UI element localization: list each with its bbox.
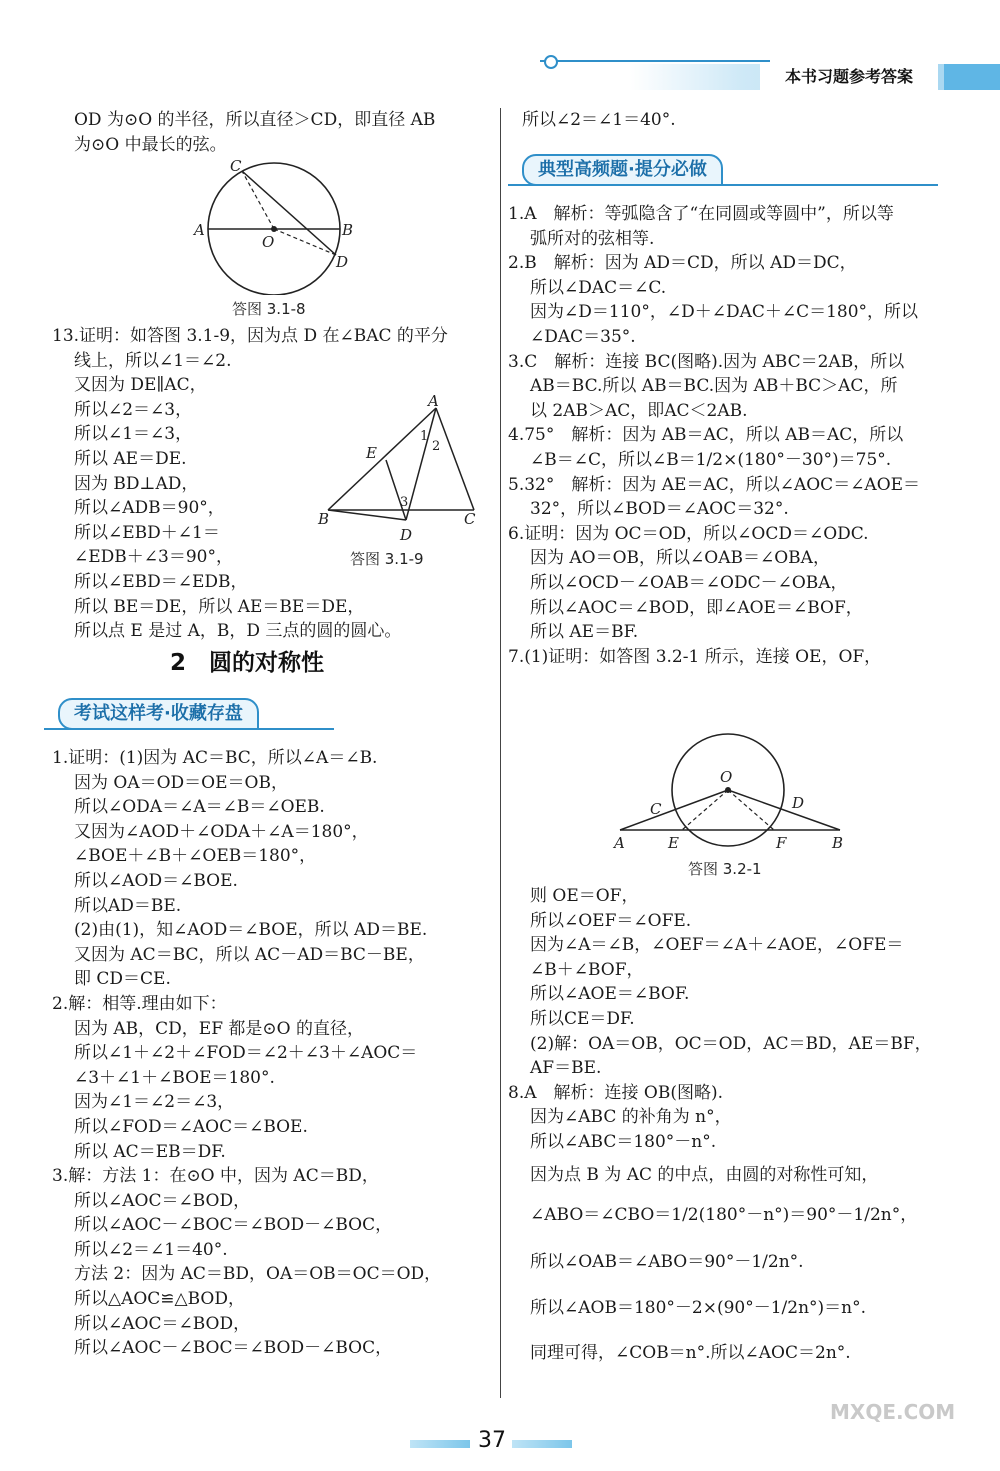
- banner-right-label: 典型高频题·提分必做: [522, 154, 723, 186]
- text-line: 所以∠OCD－∠OAB＝∠ODC－∠OBA，: [530, 572, 848, 593]
- text-line: AF＝BE.: [530, 1058, 602, 1079]
- text-line: 因为∠1＝∠2＝∠3，: [74, 1092, 235, 1113]
- text-line: 为⊙O 中最长的弦。: [74, 134, 227, 155]
- text-line: 以 2AB＞AC，即AC＜2AB.: [530, 400, 748, 421]
- text-line: 则 OE＝OF，: [530, 886, 639, 906]
- text-line: 所以∠OEF＝∠OFE.: [530, 910, 692, 931]
- text-line: 1.证明：(1)因为 AC＝BC，所以∠A＝∠B.: [52, 748, 378, 768]
- text-line: 4.75° 解析：因为 AB＝AC，所以 AB＝AC，所以: [508, 425, 904, 446]
- label-d: D: [792, 794, 805, 812]
- figure-3-2-1: [606, 732, 852, 854]
- text-line: 又因为 DE∥AC，: [74, 375, 207, 396]
- text-line: 3.解：方法 1：在⊙O 中，因为 AC＝BD，: [52, 1166, 379, 1187]
- label-e: E: [366, 444, 377, 462]
- text-line: 因为∠A＝∠B，∠OEF＝∠A＋∠AOE，∠OFE＝: [530, 935, 904, 956]
- right-problems-7-8: [508, 884, 948, 1366]
- page-number-deco-left: [410, 1440, 470, 1448]
- label-a: A: [194, 221, 205, 239]
- segment-ad: [406, 408, 436, 520]
- text-line: 所以∠2＝∠1＝40°.: [522, 110, 676, 130]
- text-line: 32°，所以∠BOD＝∠AOC＝32°.: [530, 499, 789, 520]
- radius-od: [274, 229, 336, 255]
- text-line: 所以∠EBD＋∠1＝: [74, 522, 220, 543]
- header-tail: [944, 64, 1000, 90]
- text-line: ∠EDB＋∠3＝90°，: [74, 547, 233, 568]
- text-line: 因为 AO＝OB，所以∠OAB＝∠OBA，: [530, 548, 830, 569]
- label-f: F: [776, 834, 787, 852]
- label-c: C: [650, 800, 662, 818]
- side-ac: [436, 408, 474, 510]
- segment-bd: [328, 510, 406, 520]
- column-divider: [500, 108, 501, 1398]
- text-line: ∠B＋∠BOF，: [530, 959, 644, 980]
- text-line: 因为 OA＝OD＝OE＝OB，: [74, 772, 288, 793]
- text-line: 所以点 E 是过 A，B，D 三点的圆的圆心。: [74, 621, 402, 642]
- text-line: 所以∠AOC－∠BOC＝∠BOD－∠BOC，: [74, 1215, 393, 1236]
- text-line: 13.证明：如答图 3.1-9，因为点 D 在∠BAC 的平分: [52, 326, 448, 346]
- watermark: MXQE.COM: [830, 1400, 956, 1424]
- banner-left: [44, 698, 334, 730]
- radius-oc: [242, 171, 274, 229]
- banner-right: [508, 154, 938, 186]
- text-line: 所以 AE＝DE.: [74, 448, 187, 469]
- header-rule: [540, 60, 770, 62]
- text-line: 所以∠EBD＝∠EDB，: [74, 571, 248, 592]
- text-line: 所以∠FOD＝∠AOC＝∠BOE.: [74, 1116, 308, 1137]
- segment-of: [728, 790, 774, 830]
- text-line: 所以∠AOC＝∠BOD，即∠AOE＝∠BOF，: [530, 597, 863, 618]
- text-line: 所以∠AOC＝∠BOD，: [74, 1313, 251, 1334]
- text-line: 因为∠D＝110°，∠D＋∠DAC＋∠C＝180°，所以: [530, 302, 919, 323]
- segment-de: [386, 460, 409, 520]
- left-problems-1-3: [52, 746, 492, 1361]
- text-line: 所以∠DAC＝∠C.: [530, 277, 667, 298]
- text-line: 3.C 解析：连接 BC(图略).因为 ABC＝2AB，所以: [508, 351, 905, 372]
- text-line: OD 为⊙O 的半径，所以直径＞CD，即直径 AB: [74, 110, 436, 130]
- banner-right-underline: [508, 184, 938, 186]
- text-line: 所以 AC＝EB＝DF.: [74, 1141, 226, 1162]
- text-line: 所以∠AOE＝∠BOF.: [530, 984, 690, 1005]
- text-line: 所以∠AOC＝∠BOD，: [74, 1190, 251, 1211]
- text-line: 所以∠1＝∠3，: [74, 424, 193, 445]
- page-number-deco-right: [512, 1440, 572, 1448]
- text-line: 2.B 解析：因为 AD＝CD，所以 AD＝DC，: [508, 253, 857, 274]
- label-b: B: [832, 834, 844, 852]
- angle-3: 3: [400, 495, 409, 510]
- text-line: 1.A 解析：等弧隐含了“在同圆或等圆中”，所以等: [508, 204, 894, 224]
- text-line: 所以∠2＝∠1＝40°.: [74, 1239, 228, 1260]
- label-e: E: [668, 834, 679, 852]
- angle-1: 1: [420, 429, 429, 444]
- text-line: ∠DAC＝35°.: [530, 326, 636, 347]
- text-line: 所以∠ABC＝180°－n°.: [530, 1131, 717, 1152]
- page-number: 37: [478, 1428, 506, 1453]
- label-a: A: [428, 394, 439, 410]
- left-top-text: [74, 108, 494, 157]
- segment-oa: [620, 790, 728, 830]
- text-line: 方法 2：因为 AC＝BD，OA＝OB＝OC＝OD，: [74, 1264, 442, 1285]
- text-line: AB＝BC.所以 AB＝BC.因为 AB＋BC＞AC，所: [530, 376, 898, 397]
- label-c: C: [464, 510, 476, 528]
- label-c: C: [230, 157, 242, 175]
- center-o: [725, 787, 731, 793]
- caption-3-2-1: 答图 3.2-1: [688, 860, 762, 878]
- figure-3-1-9: [316, 394, 488, 544]
- text-line: 即 CD＝CE.: [74, 969, 171, 990]
- text-line: 7.(1)证明：如答图 3.2-1 所示，连接 OE，OF，: [508, 646, 882, 667]
- label-d: D: [400, 526, 413, 544]
- label-o: O: [262, 233, 275, 251]
- header-dot: [544, 55, 558, 69]
- banner-left-label: 考试这样考·收藏存盘: [58, 698, 259, 730]
- text-line: 所以 BE＝DE，所以 AE＝BE＝DE，: [74, 596, 365, 617]
- text-line: 因为 AB，CD，EF 都是⊙O 的直径，: [74, 1018, 365, 1039]
- label-o: O: [720, 768, 733, 786]
- text-line: 所以 AE＝BF.: [530, 622, 639, 643]
- text-line: 因为∠ABC 的补角为 n°，: [530, 1107, 732, 1128]
- text-line: 所以AD＝BE.: [74, 895, 182, 916]
- text-line: ∠3＋∠1＋∠BOE＝180°.: [74, 1067, 275, 1088]
- text-line: ∠BOE＋∠B＋∠OEB＝180°，: [74, 846, 317, 867]
- text-line: 所以∠AOC－∠BOC＝∠BOD－∠BOC，: [74, 1338, 393, 1359]
- caption-3-1-8: 答图 3.1-8: [232, 300, 306, 318]
- figure-3-1-8: [190, 155, 370, 295]
- text-line: 所以∠ADB＝90°，: [74, 498, 225, 519]
- banner-left-underline: [44, 728, 334, 730]
- text-line: 因为点 B 为 AC 的中点，由圆的对称性可知，: [530, 1164, 879, 1185]
- text-line: ∠ABO＝∠CBO＝1/2(180°－n°)＝90°－1/2n°，: [530, 1205, 918, 1226]
- text-line: 所以△AOC≌△BOD，: [74, 1289, 245, 1310]
- label-b: B: [342, 221, 354, 239]
- text-line: 又因为∠AOD＋∠ODA＋∠A＝180°，: [74, 821, 369, 842]
- text-line: 同理可得，∠COB＝n°.所以∠AOC＝2n°.: [530, 1342, 851, 1363]
- text-line: 所以∠AOD＝∠BOE.: [74, 870, 238, 891]
- center-o: [271, 226, 277, 232]
- text-line: 所以∠AOB＝180°－2×(90°－1/2n°)＝n°.: [530, 1298, 867, 1319]
- text-line: ∠B＝∠C，所以∠B＝1/2×(180°－30°)＝75°.: [530, 449, 892, 470]
- text-line: 所以∠2＝∠3，: [74, 399, 193, 420]
- text-line: 所以∠OAB＝∠ABO＝90°－1/2n°.: [530, 1251, 804, 1272]
- side-ab: [328, 408, 436, 510]
- text-line: 2.解：相等.理由如下：: [52, 993, 227, 1014]
- right-top-text: [522, 108, 942, 133]
- text-line: 8.A 解析：连接 OB(图略).: [508, 1082, 723, 1103]
- text-line: 因为 BD⊥AD，: [74, 473, 199, 494]
- label-a: A: [614, 834, 625, 852]
- label-d: D: [336, 253, 349, 271]
- text-line: (2)由(1)，知∠AOD＝∠BOE，所以 AD＝BE.: [74, 920, 428, 941]
- text-line: 所以∠1＋∠2＋∠FOD＝∠2＋∠3＋∠AOC＝: [74, 1043, 418, 1064]
- text-line: (2)解：OA＝OB，OC＝OD，AC＝BD，AE＝BF，: [530, 1033, 932, 1054]
- segment-oe: [682, 790, 728, 830]
- text-line: 所以∠ODA＝∠A＝∠B＝∠OEB.: [74, 797, 325, 818]
- angle-2: 2: [432, 439, 441, 454]
- text-line: 5.32° 解析：因为 AE＝AC，所以∠AOC＝∠AOE＝: [508, 474, 921, 495]
- text-line: 线上，所以∠1＝∠2.: [74, 350, 232, 371]
- header-title: 本书习题参考答案: [760, 64, 938, 90]
- label-b: B: [318, 510, 330, 528]
- text-line: 6.证明：因为 OC＝OD，所以∠OCD＝∠ODC.: [508, 523, 869, 544]
- caption-3-1-9: 答图 3.1-9: [350, 550, 424, 568]
- text-line: 所以CE＝DF.: [530, 1008, 635, 1029]
- right-problems-1-7: [508, 202, 948, 669]
- text-line: 又因为 AC＝BC，所以 AC－AD＝BC－BE，: [74, 944, 425, 965]
- text-line: 弧所对的弦相等.: [530, 228, 655, 249]
- section-title: 2 圆的对称性: [170, 650, 325, 676]
